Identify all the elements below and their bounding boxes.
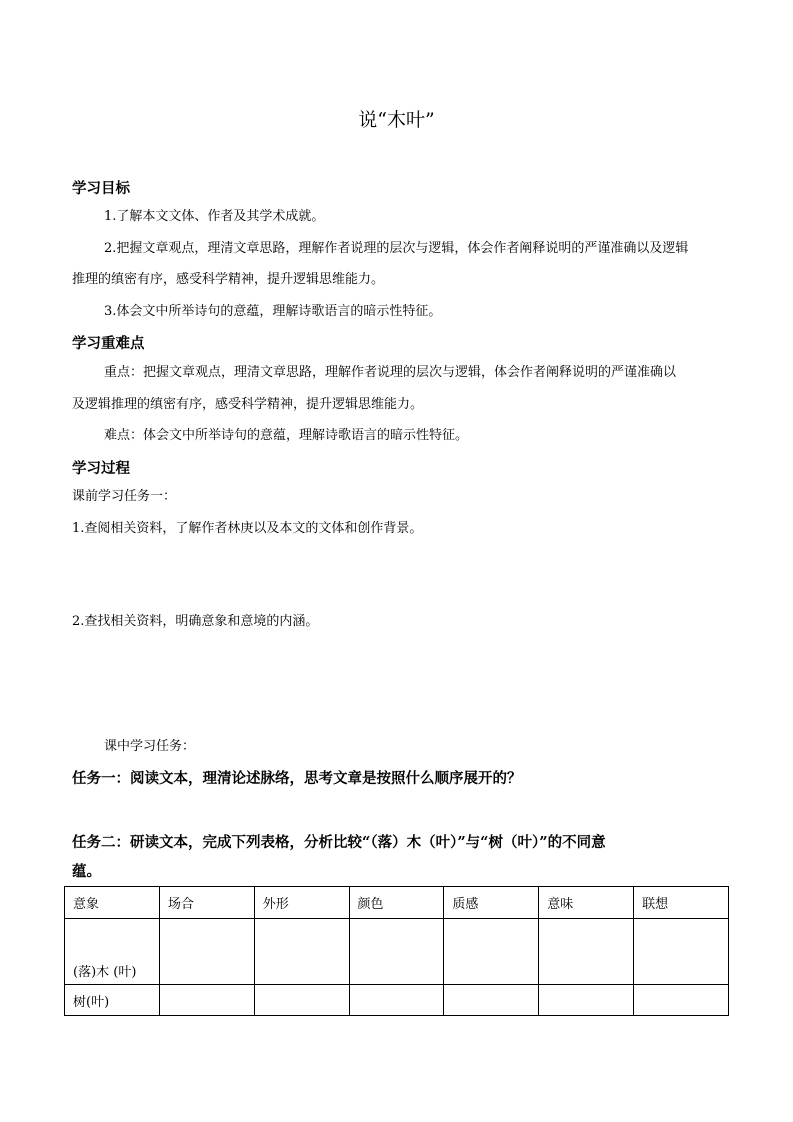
keypoints-heading: 学习重难点	[72, 335, 145, 352]
row-label-tree-leaves: 树(叶)	[65, 985, 160, 1016]
keypoint-focus-cont: 及逻辑推理的缜密有序，感受科学精神，提升逻辑思维能力。	[72, 397, 424, 412]
answer-cell[interactable]	[539, 985, 634, 1016]
task-2-line1: 任务二：研读文本，完成下列表格，分析比较“（落）木（叶）”与“树（叶）”的不同意	[72, 834, 606, 851]
header-cell-color: 颜色	[349, 887, 444, 919]
task-1: 任务一：阅读文本，理清论述脉络，思考文章是按照什么顺序展开的？	[72, 770, 522, 787]
objectives-heading: 学习目标	[72, 180, 130, 197]
keypoint-difficulty: 难点：体会文中所举诗句的意蕴，理解诗歌语言的暗示性特征。	[104, 428, 469, 443]
objective-2: 2.把握文章观点，理清文章思路，理解作者说理的层次与逻辑，体会作者阐释说明的严谨准确以及逻辑	[104, 241, 689, 256]
answer-cell[interactable]	[634, 985, 729, 1016]
header-cell-occasion: 场合	[159, 887, 254, 919]
pre-task-label: 课前学习任务一：	[72, 489, 177, 504]
answer-cell[interactable]	[254, 985, 349, 1016]
answer-cell[interactable]	[634, 919, 729, 985]
objective-1: 1.了解本文文体、作者及其学术成就。	[104, 209, 325, 224]
header-cell-association: 联想	[634, 887, 729, 919]
row-label-fallen-leaves: (落)木 (叶)	[65, 919, 160, 985]
task-2-line2: 蕴。	[72, 863, 101, 880]
table-row	[65, 919, 729, 985]
table-row	[65, 985, 729, 1016]
comparison-table	[64, 886, 729, 1016]
pre-task-2: 2.查找相关资料，明确意象和意境的内涵。	[72, 614, 319, 629]
in-class-label: 课中学习任务：	[104, 739, 196, 754]
answer-cell[interactable]	[159, 985, 254, 1016]
answer-cell[interactable]	[349, 919, 444, 985]
keypoint-focus: 重点：把握文章观点，理清文章思路，理解作者说理的层次与逻辑，体会作者阐释说明的严谨准确以	[104, 365, 677, 380]
process-heading: 学习过程	[72, 460, 130, 477]
table-header-row	[65, 887, 729, 919]
header-cell-shape: 外形	[254, 887, 349, 919]
answer-cell[interactable]	[444, 985, 539, 1016]
header-cell-image: 意象	[65, 887, 160, 919]
objective-3: 3.体会文中所举诗句的意蕴，理解诗歌语言的暗示性特征。	[104, 304, 442, 319]
header-cell-meaning: 意味	[539, 887, 634, 919]
answer-cell[interactable]	[159, 919, 254, 985]
objective-2-cont: 推理的缜密有序，感受科学精神，提升逻辑思维能力。	[72, 272, 385, 287]
answer-cell[interactable]	[444, 919, 539, 985]
answer-cell[interactable]	[539, 919, 634, 985]
answer-cell[interactable]	[254, 919, 349, 985]
page-title: 说“木叶”	[358, 109, 435, 131]
answer-cell[interactable]	[349, 985, 444, 1016]
pre-task-1: 1.查阅相关资料，了解作者林庚以及本文的文体和创作背景。	[72, 521, 423, 536]
header-cell-texture: 质感	[444, 887, 539, 919]
